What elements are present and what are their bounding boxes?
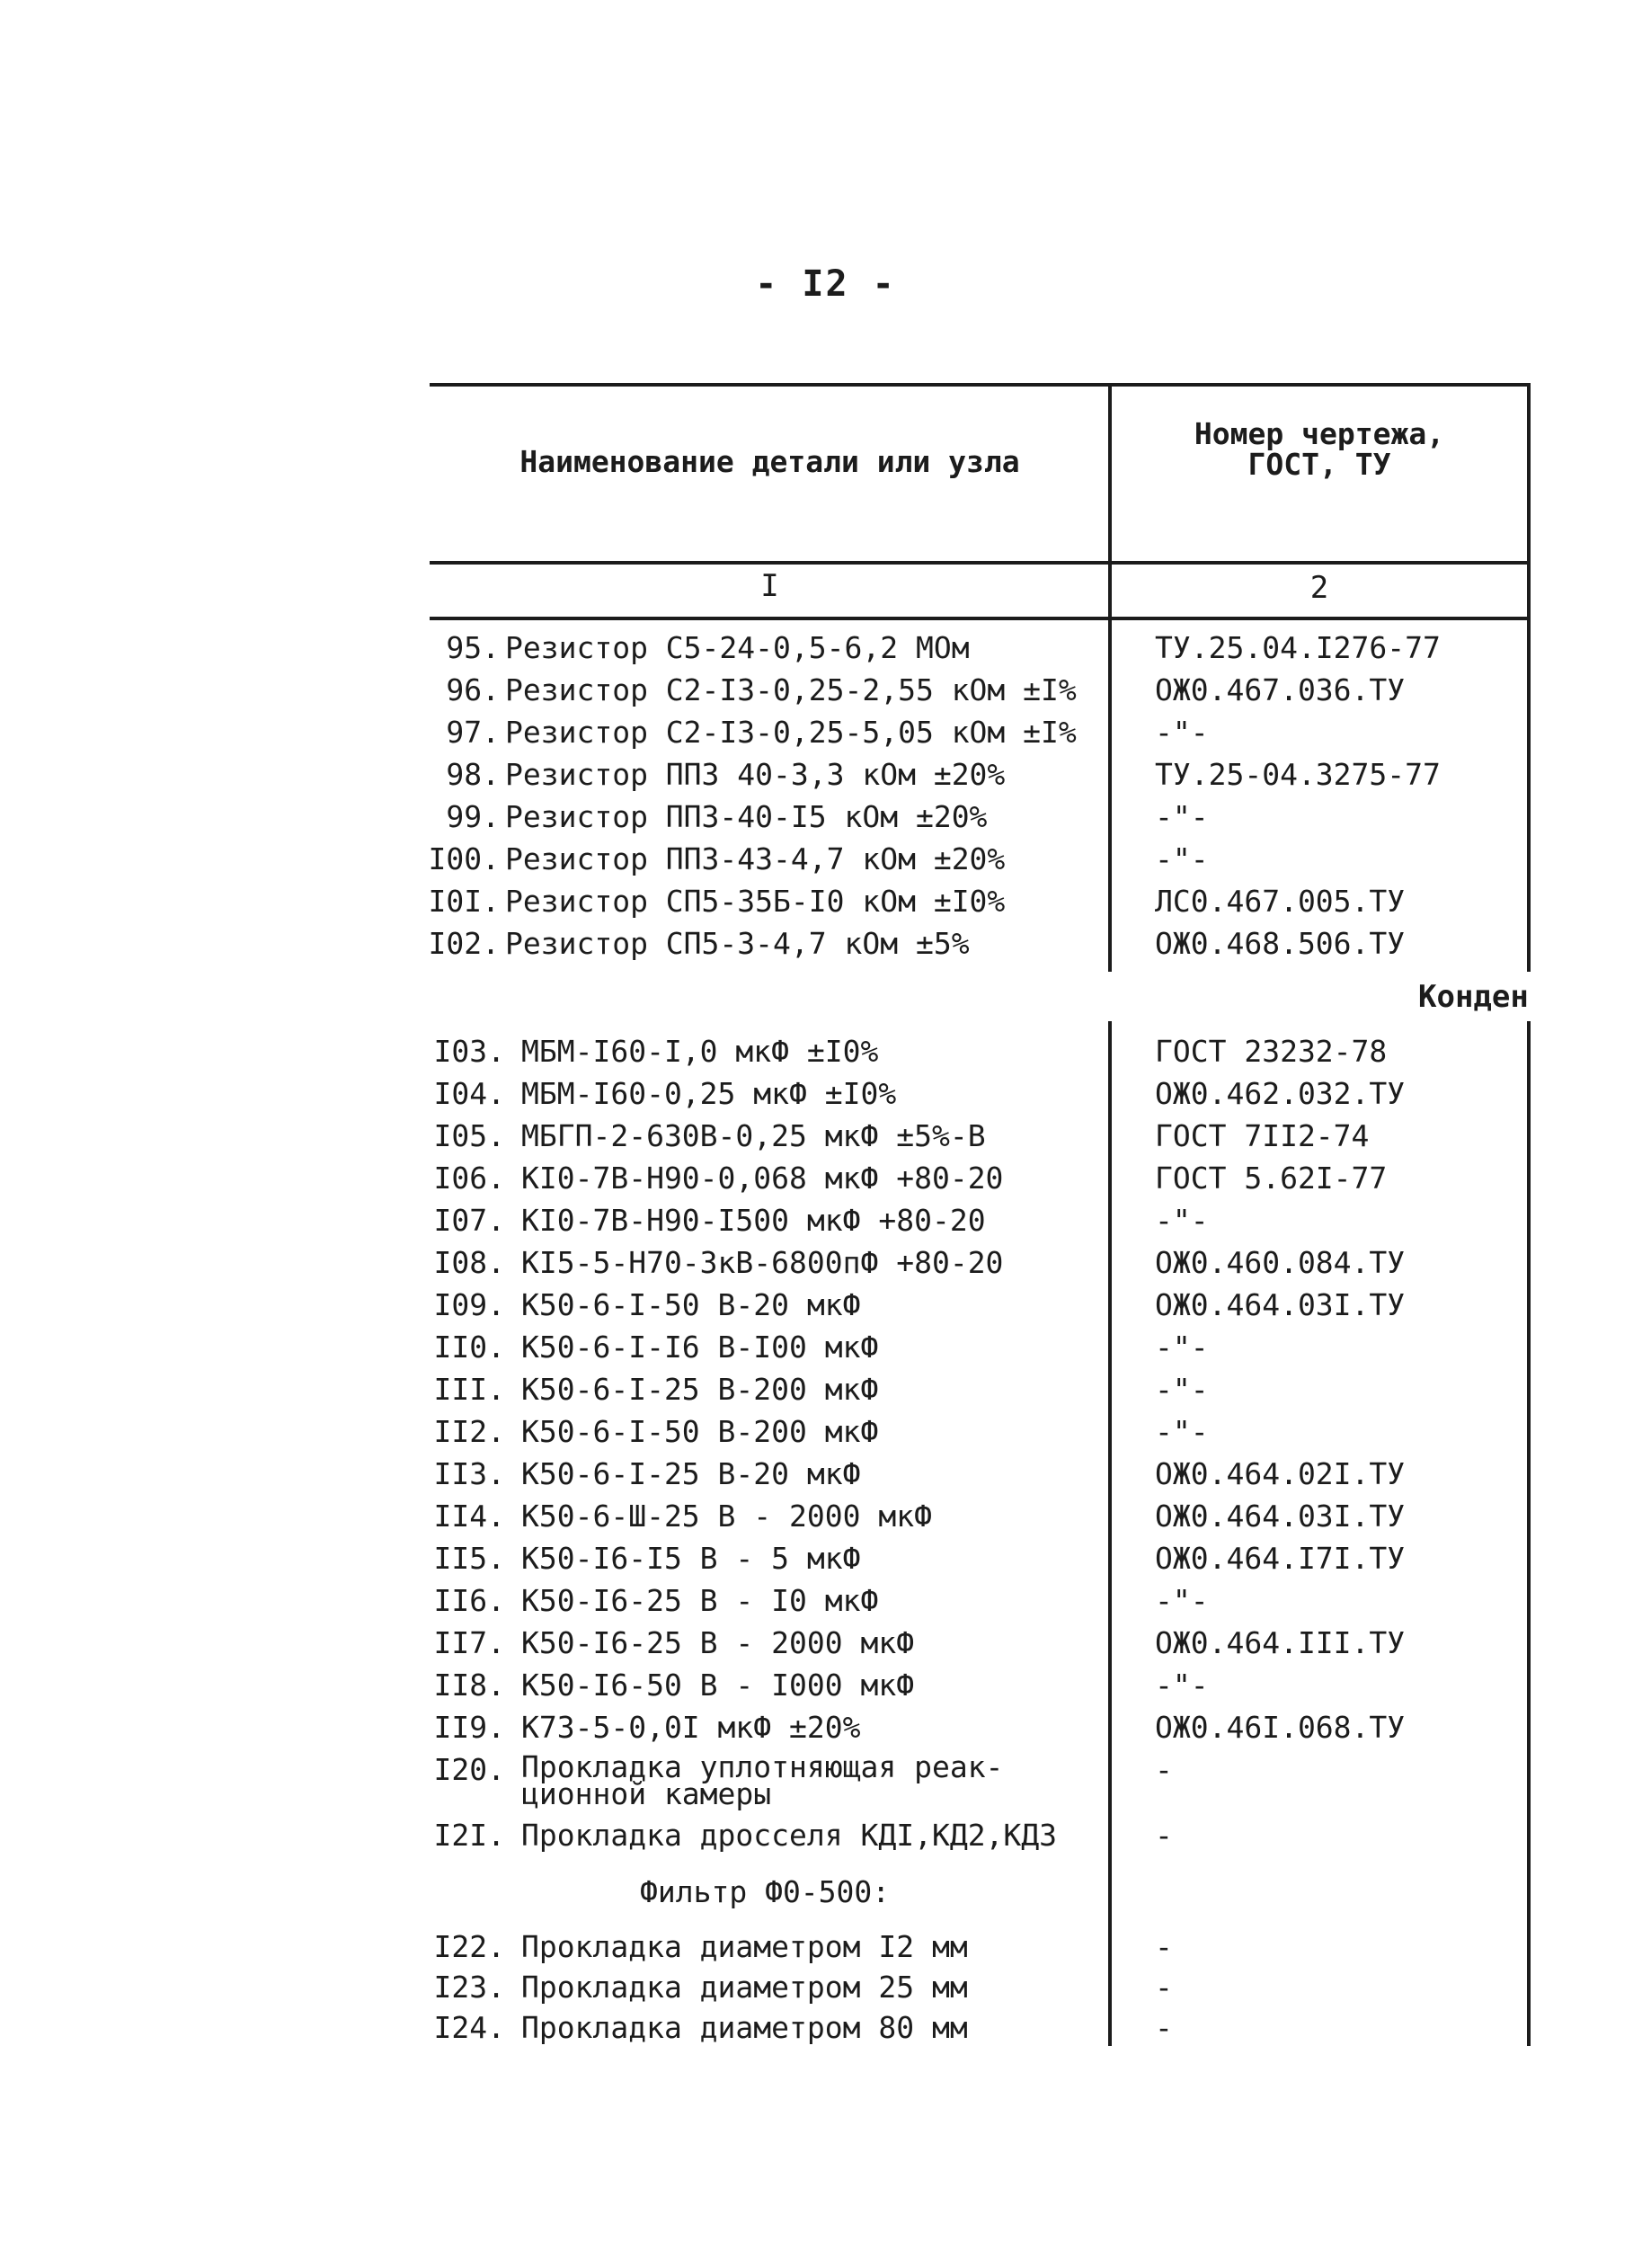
- drawing-number: -: [1155, 1818, 1173, 1853]
- part-name: К50-I6-I5 В - 5 мкФ: [521, 1541, 861, 1576]
- drawing-number: -: [1155, 1752, 1173, 1787]
- drawing-number: -: [1155, 2010, 1173, 2045]
- part-name: Резистор С2-I3-0,25-5,05 кОм ±I%: [505, 715, 1077, 750]
- part-name: КI0-7В-Н90-0,068 мкФ +80-20: [521, 1161, 1004, 1196]
- row-number: 97.: [446, 715, 500, 750]
- row-number: 98.: [446, 757, 500, 792]
- drawing-number: -"-: [1155, 1372, 1209, 1407]
- row-number: I02.: [428, 926, 500, 961]
- drawing-number: ГОСТ 7II2-74: [1155, 1118, 1370, 1153]
- row-number: I0I.: [428, 884, 500, 919]
- row-number: II2.: [433, 1414, 505, 1449]
- drawing-number: -"-: [1155, 799, 1209, 834]
- column-header-code: [1112, 416, 1527, 482]
- drawing-number: ОЖ0.462.032.ТУ: [1155, 1076, 1406, 1111]
- drawing-number: -: [1155, 1929, 1173, 1964]
- part-name: К50-6-I-50 В-20 мкФ: [521, 1287, 861, 1322]
- part-name: Резистор ППЗ 40-3,3 кОм ±20%: [505, 757, 1006, 792]
- part-name: МБГП-2-630В-0,25 мкФ ±5%-В: [521, 1118, 986, 1153]
- drawing-number: -"-: [1155, 1583, 1209, 1618]
- drawing-number: -: [1155, 1970, 1173, 2005]
- part-name: КI5-5-Н70-3кВ-6800пФ +80-20: [521, 1245, 1004, 1280]
- row-number: II9.: [433, 1710, 505, 1745]
- column-number-2: 2: [1309, 570, 1329, 606]
- table-right-border-top: [1527, 383, 1531, 972]
- row-number: 95.: [446, 630, 500, 665]
- row-number: I2I.: [433, 1818, 505, 1853]
- row-number: II6.: [433, 1583, 505, 1618]
- drawing-number: -"-: [1155, 1414, 1209, 1449]
- row-number: I07.: [433, 1203, 505, 1238]
- column-header-code-line1: Номер чертежа,: [1194, 416, 1445, 451]
- drawing-number: ОЖ0.460.084.ТУ: [1155, 1245, 1406, 1280]
- row-number: I09.: [433, 1287, 505, 1322]
- part-name: К50-I6-25 В - I0 мкФ: [521, 1583, 879, 1618]
- drawing-number: -"-: [1155, 715, 1209, 750]
- drawing-number: ОЖ0.467.036.ТУ: [1155, 672, 1406, 707]
- part-name: К50-6-I-25 В-200 мкФ: [521, 1372, 879, 1407]
- header-bottom-border: [430, 561, 1530, 565]
- drawing-number: -"-: [1155, 1668, 1209, 1703]
- colnum-bottom-border: [430, 617, 1530, 620]
- row-number: II4.: [433, 1499, 505, 1534]
- part-name: Прокладка диаметром I2 мм: [521, 1929, 968, 1964]
- part-name: Прокладка дросселя КДI,КД2,КД3: [521, 1818, 1058, 1853]
- part-name: Резистор С5-24-0,5-6,2 МОм: [505, 630, 970, 665]
- row-number: I22.: [433, 1929, 505, 1964]
- part-name: К50-I6-25 В - 2000 мкФ: [521, 1625, 915, 1660]
- row-number: 99.: [446, 799, 500, 834]
- row-number: II7.: [433, 1625, 505, 1660]
- part-name: К50-6-I-25 В-20 мкФ: [521, 1456, 861, 1491]
- row-number: II8.: [433, 1668, 505, 1703]
- row-number: I08.: [433, 1245, 505, 1280]
- part-name: Прокладка диаметром 80 мм: [521, 2010, 968, 2045]
- part-name: Резистор ППЗ-43-4,7 кОм ±20%: [505, 841, 1006, 876]
- drawing-number: ЛС0.467.005.ТУ: [1155, 884, 1406, 919]
- row-number: I20.: [433, 1752, 505, 1787]
- part-name: Резистор С2-I3-0,25-2,55 кОм ±I%: [505, 672, 1077, 707]
- row-number: III.: [433, 1372, 505, 1407]
- row-number: I06.: [433, 1161, 505, 1196]
- table-right-border-bottom: [1527, 1021, 1531, 2046]
- column-header-code-line2: ГОСТ, ТУ: [1247, 447, 1391, 482]
- column-header-name: Наименование детали или узла: [519, 444, 1020, 479]
- part-name: Резистор СП5-35Б-I0 кОм ±I0%: [505, 884, 1006, 919]
- section-label: Конден: [1418, 979, 1529, 1015]
- part-name: Прокладка уплотняющая реак- ционной камеры: [521, 1749, 1004, 1811]
- drawing-number: ОЖ0.46I.068.ТУ: [1155, 1710, 1406, 1745]
- drawing-number: -"-: [1155, 1203, 1209, 1238]
- drawing-number: ТУ.25.04.I276-77: [1155, 630, 1441, 665]
- row-number: II3.: [433, 1456, 505, 1491]
- row-number: 96.: [446, 672, 500, 707]
- section-heading: Фильтр Ф0-500:: [640, 1874, 891, 1909]
- part-name: КI0-7В-Н90-I500 мкФ +80-20: [521, 1203, 986, 1238]
- part-name: МБМ-I60-I,0 мкФ ±I0%: [521, 1034, 879, 1069]
- row-number: II5.: [433, 1541, 505, 1576]
- part-name: Прокладка диаметром 25 мм: [521, 1970, 968, 2005]
- drawing-number: ТУ.25-04.3275-77: [1155, 757, 1441, 792]
- row-number: I04.: [433, 1076, 505, 1111]
- row-number: I23.: [433, 1970, 505, 2005]
- part-name: Резистор СП5-3-4,7 кОм ±5%: [505, 926, 970, 961]
- row-number: I03.: [433, 1034, 505, 1069]
- drawing-number: -"-: [1155, 1330, 1209, 1365]
- row-number: I24.: [433, 2010, 505, 2045]
- row-number: I05.: [433, 1118, 505, 1153]
- column-number-1: I: [760, 568, 779, 604]
- part-name: К50-6-I-50 В-200 мкФ: [521, 1414, 879, 1449]
- drawing-number: -"-: [1155, 841, 1209, 876]
- drawing-number: ОЖ0.464.03I.ТУ: [1155, 1499, 1406, 1534]
- part-name: Резистор ППЗ-40-I5 кОм ±20%: [505, 799, 988, 834]
- drawing-number: ОЖ0.464.03I.ТУ: [1155, 1287, 1406, 1322]
- drawing-number: ОЖ0.464.I7I.ТУ: [1155, 1541, 1406, 1576]
- row-number: I00.: [428, 841, 500, 876]
- drawing-number: ОЖ0.464.III.ТУ: [1155, 1625, 1406, 1660]
- part-name: МБМ-I60-0,25 мкФ ±I0%: [521, 1076, 897, 1111]
- row-number: II0.: [433, 1330, 505, 1365]
- drawing-number: ОЖ0.464.02I.ТУ: [1155, 1456, 1406, 1491]
- page-number: - I2 -: [755, 263, 896, 305]
- part-name: К50-I6-50 В - I000 мкФ: [521, 1668, 915, 1703]
- drawing-number: ОЖ0.468.506.ТУ: [1155, 926, 1406, 961]
- table-top-border: [430, 383, 1530, 387]
- part-name: К50-6-Ш-25 В - 2000 мкФ: [521, 1499, 932, 1534]
- drawing-number: ГОСТ 23232-78: [1155, 1034, 1388, 1069]
- column-divider-bottom: [1108, 1021, 1112, 2046]
- part-name: К73-5-0,0I мкФ ±20%: [521, 1710, 861, 1745]
- drawing-number: ГОСТ 5.62I-77: [1155, 1161, 1388, 1196]
- part-name: К50-6-I-I6 В-I00 мкФ: [521, 1330, 879, 1365]
